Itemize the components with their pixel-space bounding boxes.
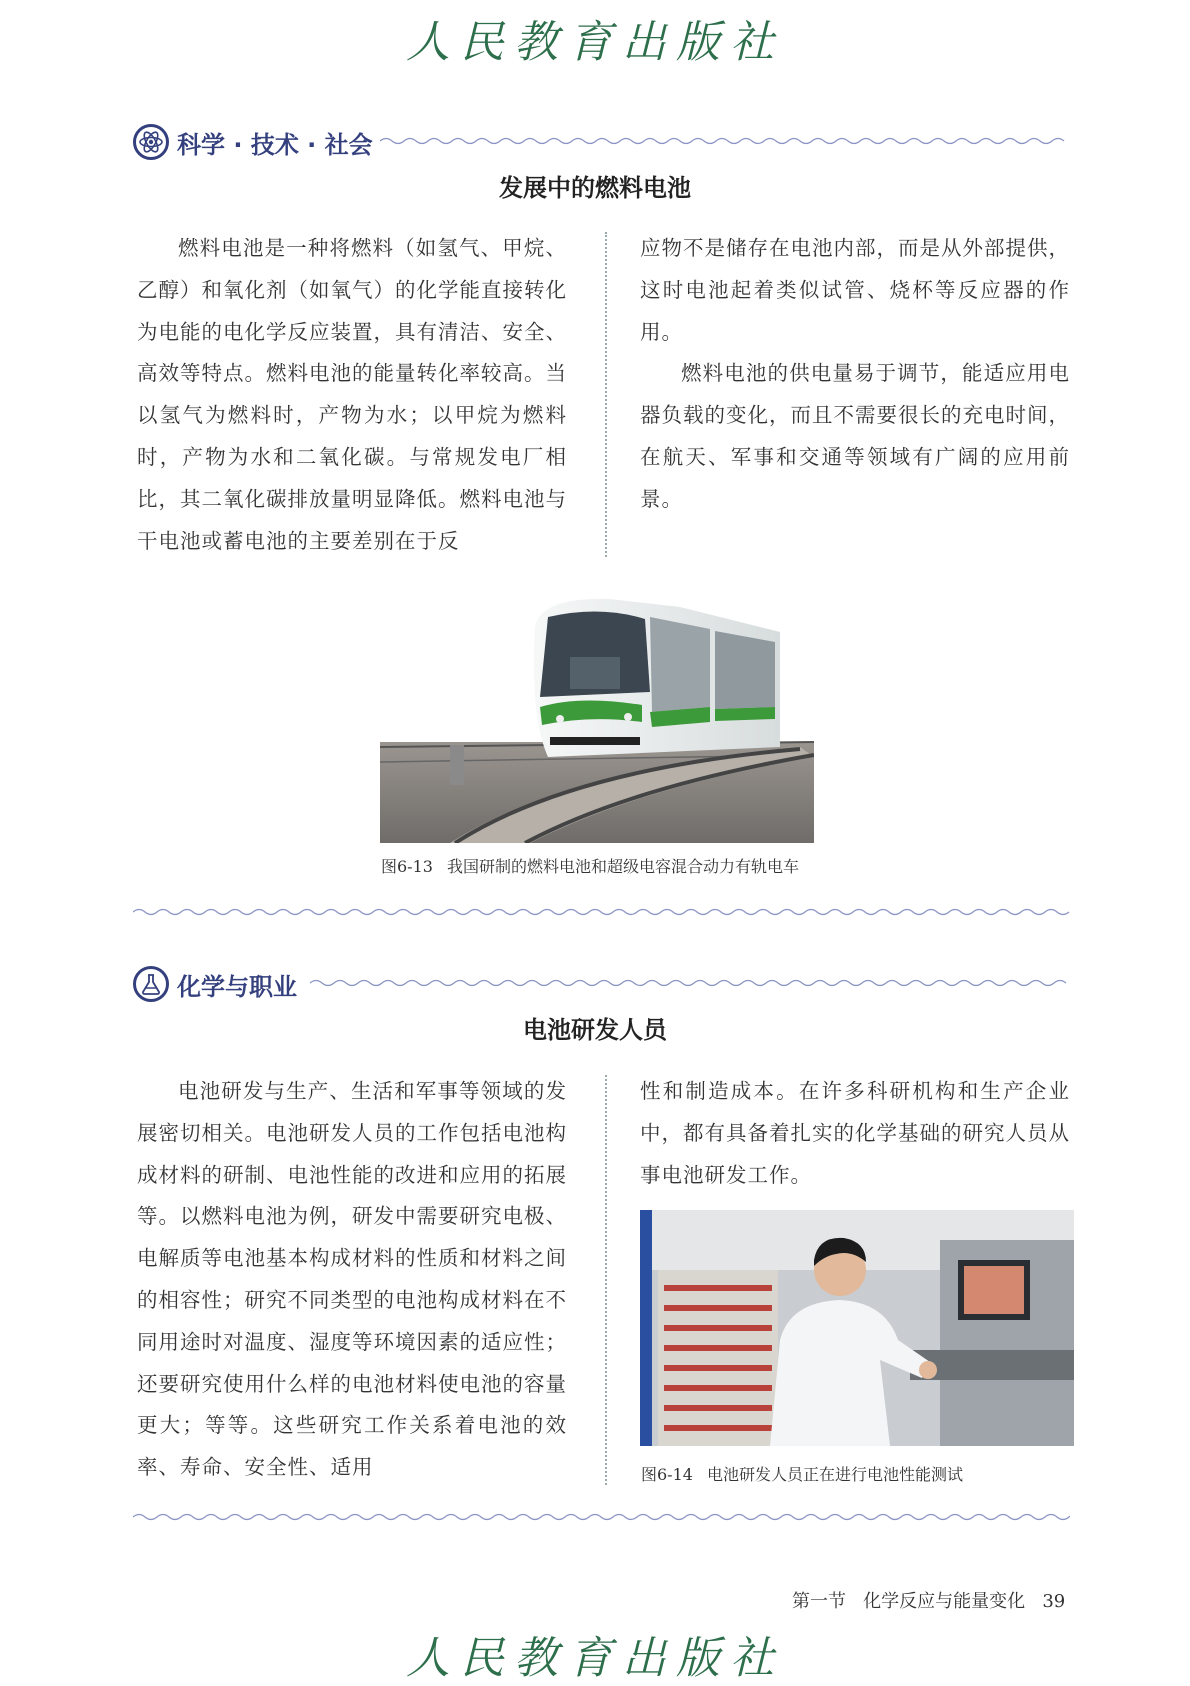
figure-number: 图6-14 (641, 1465, 693, 1484)
header-wave-divider (380, 136, 1070, 146)
figure-researcher-photo (640, 1210, 1074, 1446)
page-number: 39 (1042, 1591, 1066, 1612)
section-header-career (133, 962, 297, 1006)
figure-caption (641, 1462, 963, 1485)
running-footer (792, 1587, 1065, 1613)
figure-number: 图6-13 (381, 857, 433, 876)
paragraph: 燃料电池是一种将燃料（如氢气、甲烷、乙醇）和氧化剂（如氧气）的化学能直接转化为电能的电化学反应装置，具有清洁、安全、高效等特点。燃料电池的能量转化率较高。当以氢气为燃料时，产物为水；以甲烷为燃料时，产物为水和二氧化碳。与常规发电厂相比，其二氧化碳排放量明显降低。燃料电池与干电池或蓄电池的主要差别在于反 (137, 236, 567, 553)
section-wave-divider (133, 1512, 1070, 1522)
section-header-label: 科学 · 技术 · 社会 (177, 130, 373, 159)
publisher-logo-bottom: 人民教育出版社 (406, 1633, 784, 1684)
article-column-left (137, 228, 567, 562)
figure-caption-text: 电池研发人员正在进行电池性能测试 (706, 1465, 963, 1484)
figure-caption (381, 854, 799, 877)
article-column-right (640, 1071, 1070, 1196)
section-wave-divider (133, 907, 1070, 917)
section-title: 发展中的燃料电池 (499, 174, 691, 202)
paragraph: 燃料电池的供电量易于调节，能适应用电器负载的变化，而且不需要很长的充电时间，在航天、军事和交通等领域有广阔的应用前景。 (640, 361, 1070, 511)
paragraph: 应物不是储存在电池内部，而是从外部提供，这时电池起着类似试管、烧杯等反应器的作用。 (640, 236, 1070, 344)
article-column-right (640, 228, 1070, 521)
figure-caption-text: 我国研制的燃料电池和超级电容混合动力有轨电车 (446, 857, 799, 876)
atom-icon (133, 124, 169, 160)
paragraph: 性和制造成本。在许多科研机构和生产企业中，都有具备着扎实的化学基础的研究人员从事电池研发工作。 (640, 1079, 1070, 1187)
section-title: 电池研发人员 (523, 1016, 667, 1044)
publisher-logo-top: 人民教育出版社 (406, 17, 784, 68)
footer-chapter: 化学反应与能量变化 (863, 1591, 1026, 1612)
section-header-label: 化学与职业 (177, 972, 297, 1001)
footer-section: 第一节 (792, 1591, 846, 1612)
column-divider (605, 1075, 607, 1485)
column-divider (605, 232, 607, 557)
article-column-left (137, 1071, 567, 1489)
header-wave-divider (310, 978, 1070, 988)
section-header-sts (133, 120, 373, 164)
figure-tram-photo (380, 597, 814, 843)
flask-icon (133, 966, 169, 1002)
paragraph: 电池研发与生产、生活和军事等领域的发展密切相关。电池研发人员的工作包括电池构成材料的研制、电池性能的改进和应用的拓展等。以燃料电池为例，研发中需要研究电极、电解质等电池基本构成材料的性质和材料之间的相容性；研究不同类型的电池构成材料在不同用途时对温度、湿度等环境因素的适应性；还要研究使用什么样的电池材料使电池的容量更大；等等。这些研究工作关系着电池的效率、寿命、安全性、适用 (137, 1079, 567, 1480)
